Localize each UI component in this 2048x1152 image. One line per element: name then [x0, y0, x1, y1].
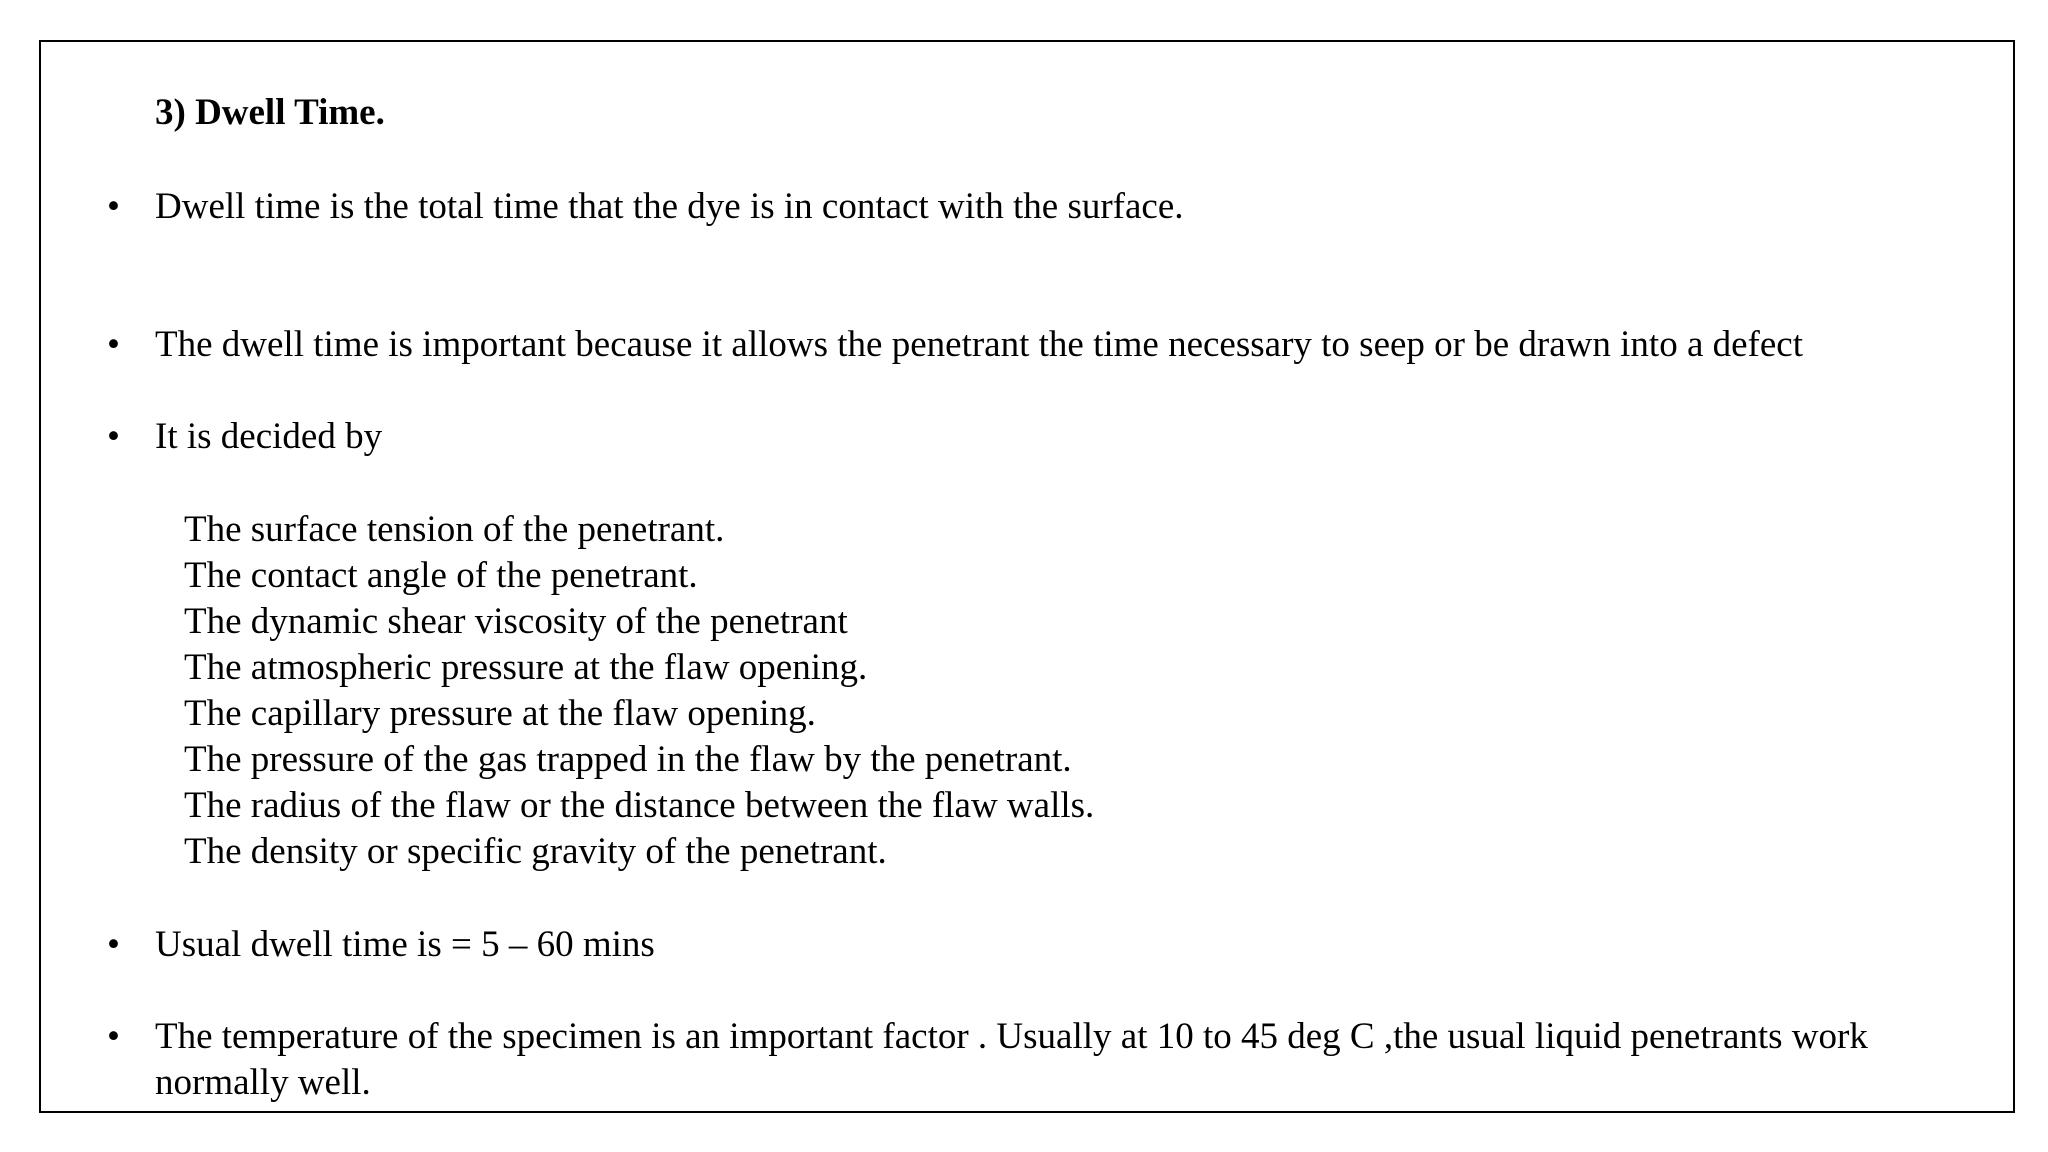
factor-item: The dynamic shear viscosity of the penetrant	[184, 601, 848, 642]
bullet-marker: •	[107, 416, 120, 457]
bullet-temperature-continued: normally well.	[155, 1062, 371, 1103]
bullet-temperature: The temperature of the specimen is an important factor . Usually at 10 to 45 deg C ,the usual liquid penetrants work	[155, 1016, 1868, 1057]
bullet-marker: •	[107, 924, 120, 965]
bullet-dwell-definition: Dwell time is the total time that the dye is in contact with the surface.	[155, 186, 1184, 227]
factor-item: The radius of the flaw or the distance between the flaw walls.	[184, 785, 1095, 826]
bullet-marker: •	[107, 1016, 120, 1057]
section-title: 3) Dwell Time.	[155, 92, 385, 133]
bullet-marker: •	[107, 186, 120, 227]
factor-item: The surface tension of the penetrant.	[184, 509, 725, 550]
factor-item: The pressure of the gas trapped in the flaw by the penetrant.	[184, 739, 1072, 780]
bullet-usual-dwell-time: Usual dwell time is = 5 – 60 mins	[155, 924, 655, 965]
factor-item: The contact angle of the penetrant.	[184, 555, 698, 596]
bullet-marker: •	[107, 324, 120, 365]
factor-item: The density or specific gravity of the penetrant.	[184, 831, 887, 872]
bullet-decided-by: It is decided by	[155, 416, 383, 457]
factor-item: The atmospheric pressure at the flaw opening.	[184, 647, 868, 688]
bullet-dwell-importance: The dwell time is important because it allows the penetrant the time necessary to seep or be drawn into a defect	[155, 324, 1803, 365]
factor-item: The capillary pressure at the flaw opening.	[184, 693, 816, 734]
